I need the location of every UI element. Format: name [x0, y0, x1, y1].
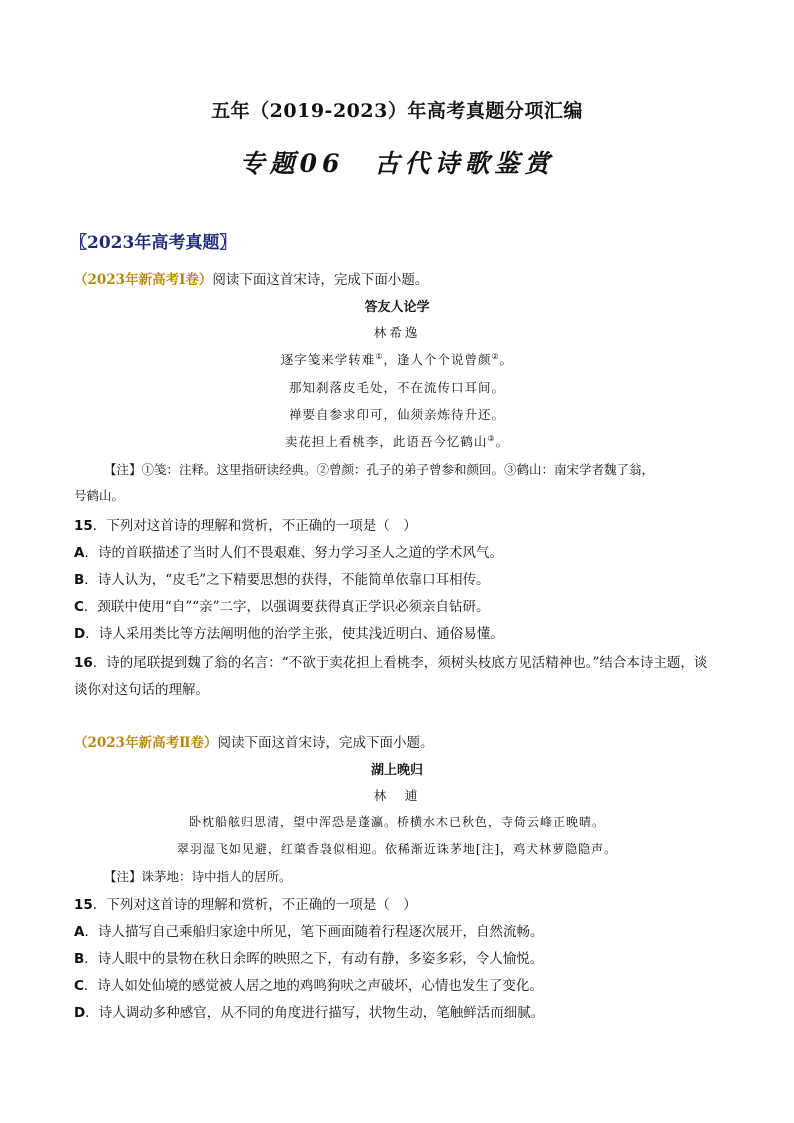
- block1-option-c: C．颈联中使用“自”“亲”二字，以强调要获得真正学识必须亲自钻研。: [74, 599, 490, 615]
- block1-poem-author: 林希逸: [373, 325, 421, 340]
- block2-option-c: C．诗人如处仙境的感觉被人居之地的鸡鸣狗吠之声破坏，心情也发生了变化。: [74, 978, 543, 994]
- section-heading: 〖2023年高考真题〗: [70, 233, 237, 253]
- footnote-mark: ①: [375, 351, 384, 361]
- block1-option-a: A．诗的首联描述了当时人们不畏艰难、努力学习圣人之道的学术风气。: [74, 545, 503, 561]
- block1-option-d: D．诗人采用类比等方法阐明他的治学主张，使其浅近明白、通俗易懂。: [74, 626, 504, 642]
- block1-question-15: 15．下列对这首诗的理解和赏析，不正确的一项是（ ）: [74, 518, 417, 534]
- block1-note: 【注】①笺：注释。这里指研读经典。②曾颜：孔子的弟子曾参和颜回。③鹤山：南宋学者魏了翁，: [104, 462, 655, 477]
- block2-option-a: A．诗人描写自己乘船归家途中所见，笔下画面随着行程逐次展开，自然流畅。: [74, 924, 544, 940]
- block1-instruction: 阅读下面这首宋诗，完成下面小题。: [212, 272, 429, 288]
- block2-poem-author: 林 逋: [373, 788, 421, 803]
- block2-instruction: 阅读下面这首宋诗，完成下面小题。: [217, 735, 434, 751]
- block2-poem-title: 湖上晚归: [370, 763, 423, 778]
- block1-note-cont: 号鹤山。: [74, 488, 125, 503]
- block1-source: （2023年新高考Ⅰ卷）: [74, 272, 213, 288]
- document-subtitle: 专题06 古代诗歌鉴赏: [239, 149, 555, 178]
- block2-intro: [74, 731, 433, 751]
- document-title: 五年（2019-2023）年高考真题分项汇编: [211, 100, 583, 122]
- footnote-mark: ②: [491, 351, 500, 361]
- block1-question-16: 16．诗的尾联提到魏了翁的名言：“不欲于卖花担上看桃李，须树头枝底方见活精神也。”结合本诗主题，谈: [74, 655, 708, 671]
- block1-poem-line-1: 逐字笺来学转难①，逢人个个说曾颜②。: [280, 351, 514, 367]
- block2-question-15: 15．下列对这首诗的理解和赏析，不正确的一项是（ ）: [74, 897, 417, 913]
- block2-poem-line-1: 卧枕船舷归思清，望中浑恐是蓬瀛。桥横水木已秋色，寺倚云峰正晚晴。: [188, 815, 605, 829]
- block2-source: （2023年新高考Ⅱ卷）: [74, 735, 218, 751]
- block1-poem-line-2: 那知刹落皮毛处，不在流传口耳间。: [288, 380, 505, 395]
- block2-note: 【注】诛茅地：诗中指人的居所。: [104, 869, 292, 884]
- block1-poem-title: 答友人论学: [364, 300, 430, 315]
- block1-option-b: B．诗人认为，“皮毛”之下精要思想的获得，不能简单依靠口耳相传。: [74, 572, 490, 588]
- question-number: 15: [74, 518, 93, 534]
- block2-option-b: B．诗人眼中的景物在秋日余晖的映照之下，有动有静，多姿多彩，令人愉悦。: [74, 951, 544, 967]
- block1-poem-line-3: 禅要自参求印可，仙须亲炼待升还。: [288, 407, 505, 422]
- block2-poem-line-2: 翠羽湿飞如见避，红蕖香袅似相迎。依稀渐近诛茅地[注]，鸡犬林萝隐隐声。: [176, 842, 618, 856]
- block2-option-d: D．诗人调动多种感官，从不同的角度进行描写，状物生动，笔触鲜活而细腻。: [74, 1005, 545, 1021]
- block1-question-16-cont: 谈你对这句话的理解。: [74, 682, 209, 698]
- question-number: 15: [74, 897, 93, 913]
- block1-intro: [74, 268, 428, 288]
- question-number: 16: [74, 655, 93, 671]
- block1-poem-line-4: 卖花担上看桃李，此语吾今忆鹤山③。: [284, 433, 510, 449]
- footnote-mark: ③: [487, 433, 496, 443]
